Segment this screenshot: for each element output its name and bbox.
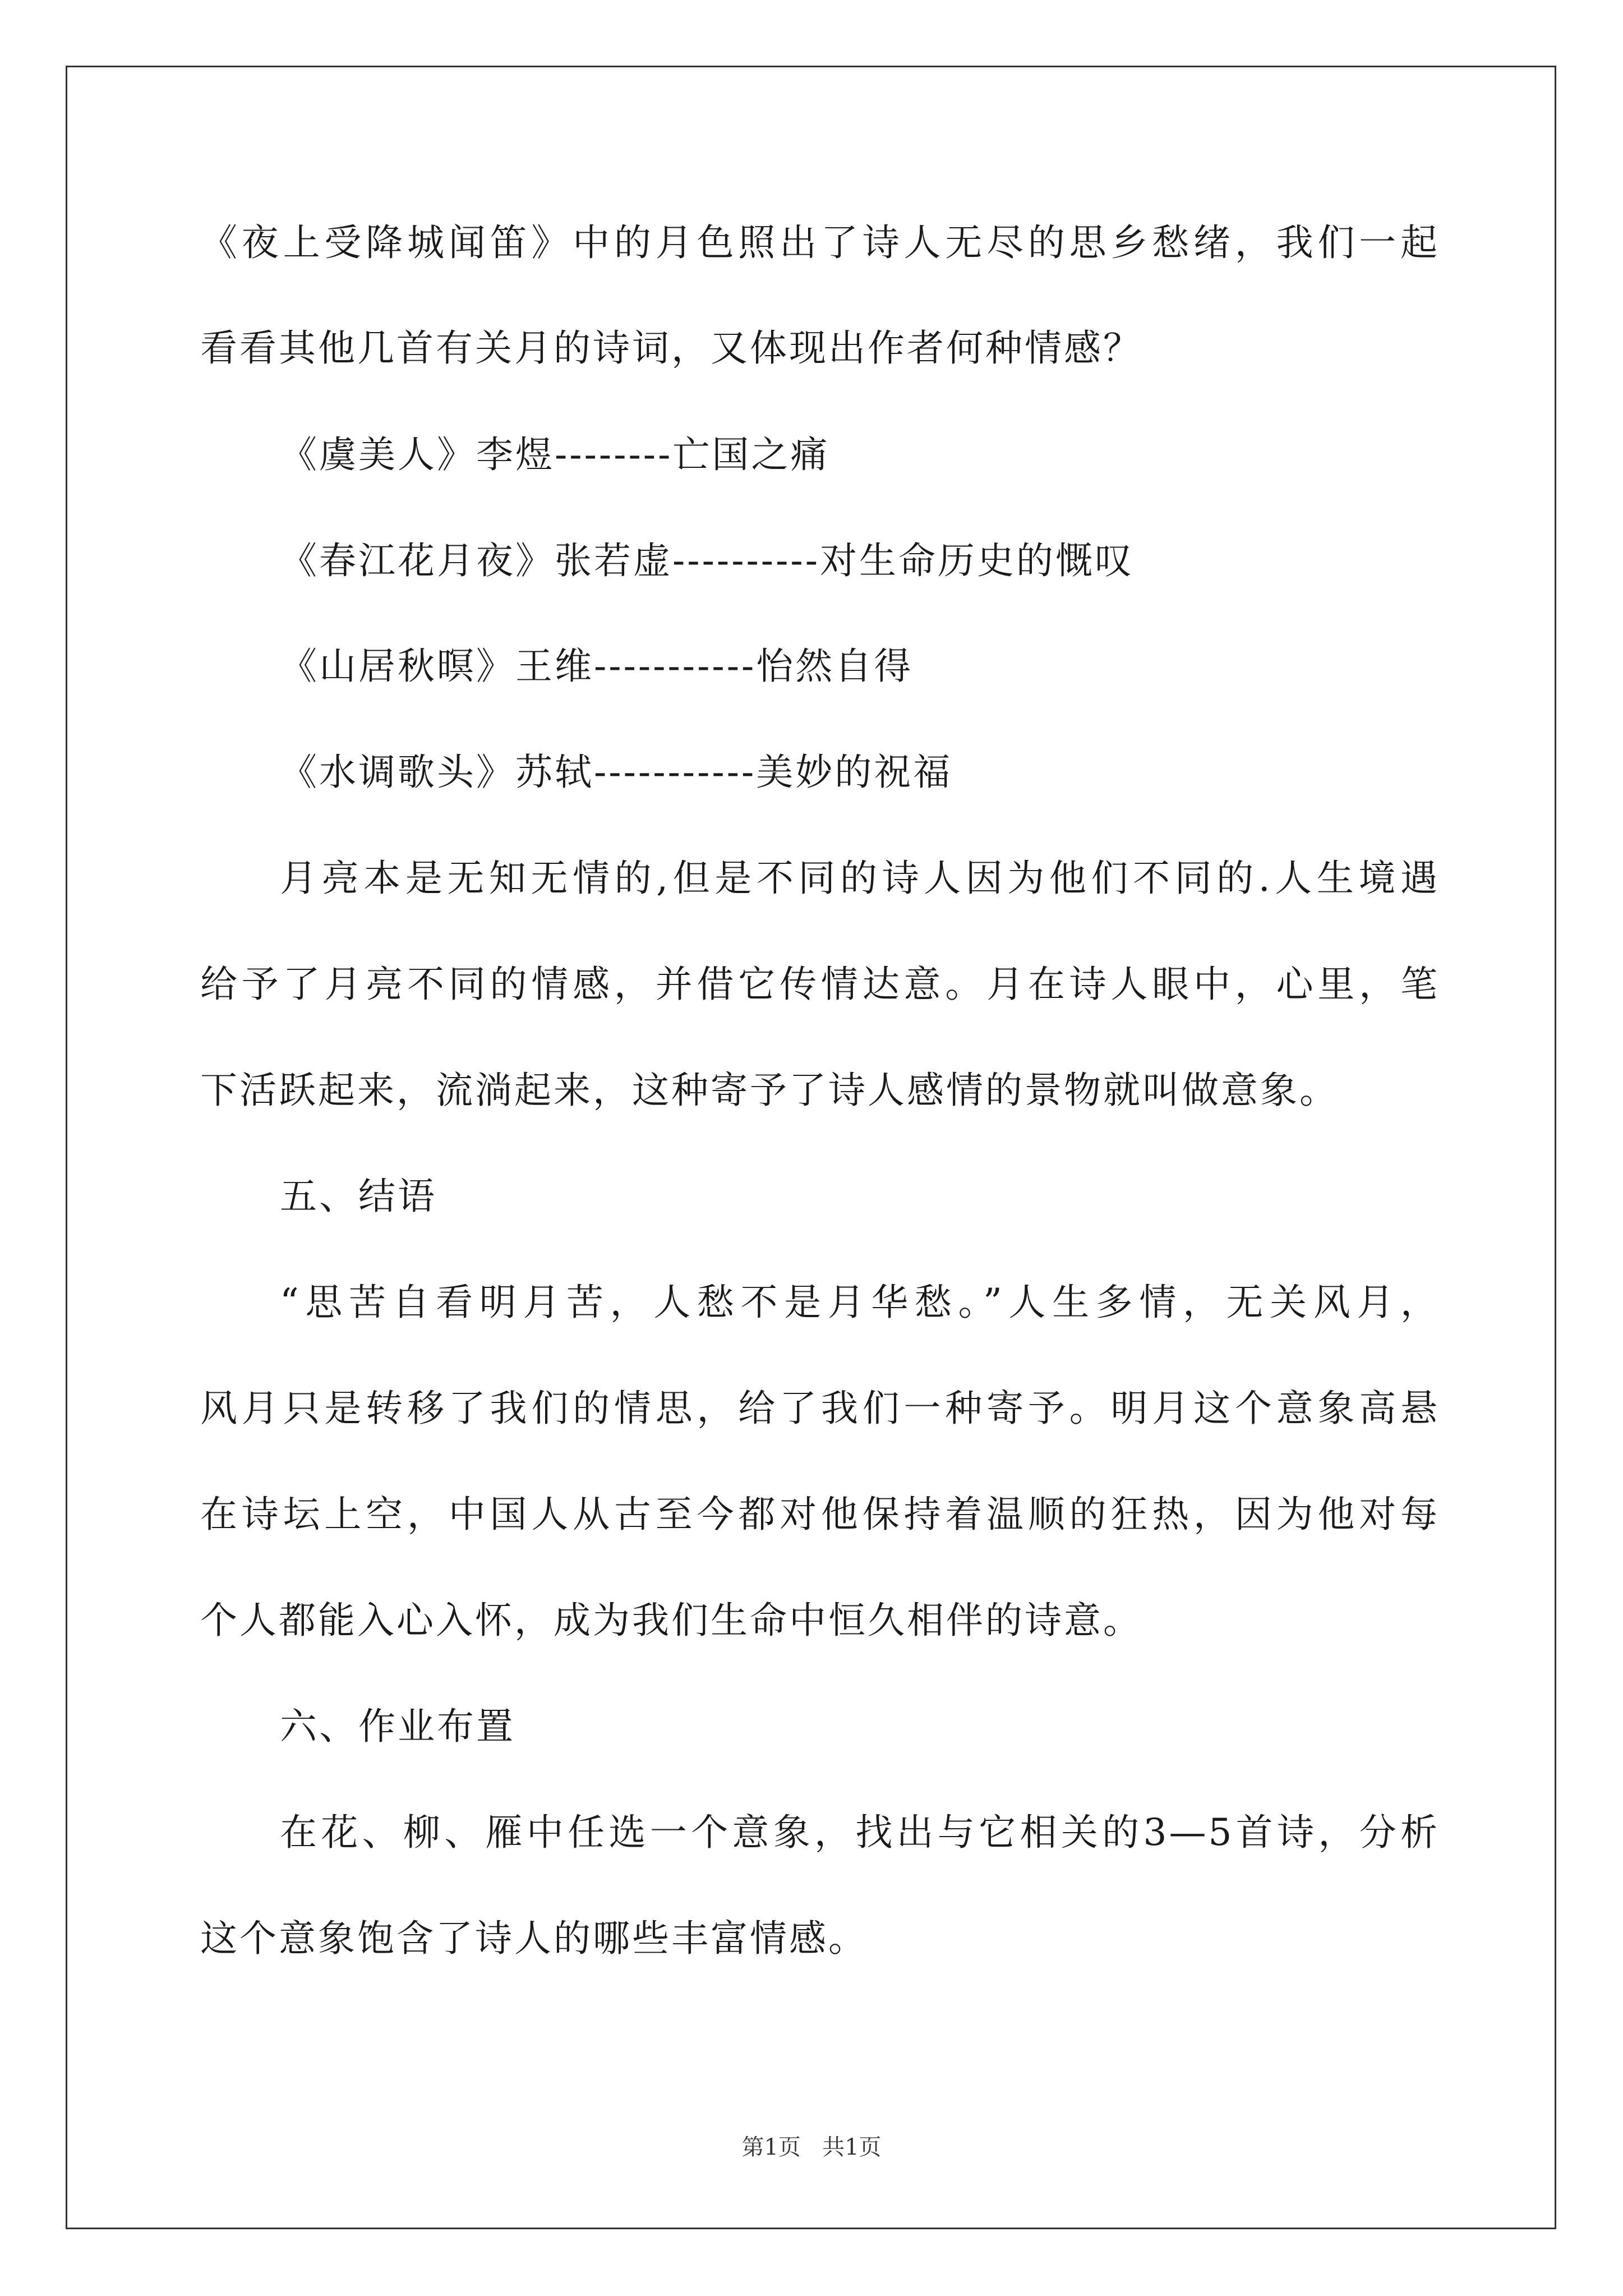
- paragraph-line: 在花、柳、雁中任选一个意象，找出与它相关的3—5首诗，分析: [280, 1811, 1440, 1854]
- paragraph-line: 看看其他几首有关月的诗词，又体现出作者何种情感？: [200, 326, 1142, 370]
- page-number: 第1页: [741, 2134, 801, 2160]
- paragraph-line: 风月只是转移了我们的情思，给了我们一种寄予。明月这个意象高悬: [200, 1387, 1440, 1430]
- page-footer: [0, 2136, 1623, 2159]
- paragraph-line: 在诗坛上空，中国人从古至今都对他保持着温顺的狂热，因为他对每: [200, 1493, 1440, 1536]
- page-total: 共1页: [822, 2134, 882, 2160]
- paragraph-line: 《夜上受降城闻笛》中的月色照出了诗人无尽的思乡愁绪，我们一起: [200, 221, 1440, 264]
- paragraph-line: 给予了月亮不同的情感，并借它传情达意。月在诗人眼中，心里，笔: [200, 963, 1440, 1006]
- page-border: [66, 66, 1556, 2229]
- paragraph-line: 这个意象饱含了诗人的哪些丰富情感。: [200, 1917, 868, 1960]
- section-heading: 五、结语: [280, 1175, 437, 1218]
- paragraph-line: 月亮本是无知无情的,但是不同的诗人因为他们不同的.人生境遇: [280, 857, 1440, 900]
- section-heading: 六、作业布置: [280, 1705, 515, 1748]
- poem-entry: 《春江花月夜》张若虚----------对生命历史的慨叹: [280, 539, 1135, 582]
- paragraph-line: “思苦自看明月苦，人愁不是月华愁。”人生多情，无关风月，: [280, 1281, 1440, 1324]
- paragraph-line: 下活跃起来，流淌起来，这种寄予了诗人感情的景物就叫做意象。: [200, 1069, 1339, 1112]
- paragraph-line: 个人都能入心入怀，成为我们生命中恒久相伴的诗意。: [200, 1599, 1142, 1642]
- poem-entry: 《虞美人》李煜--------亡国之痛: [280, 433, 830, 476]
- poem-entry: 《水调歌头》苏轼-----------美妙的祝福: [280, 751, 953, 794]
- poem-entry: 《山居秋暝》王维-----------怡然自得: [280, 645, 914, 688]
